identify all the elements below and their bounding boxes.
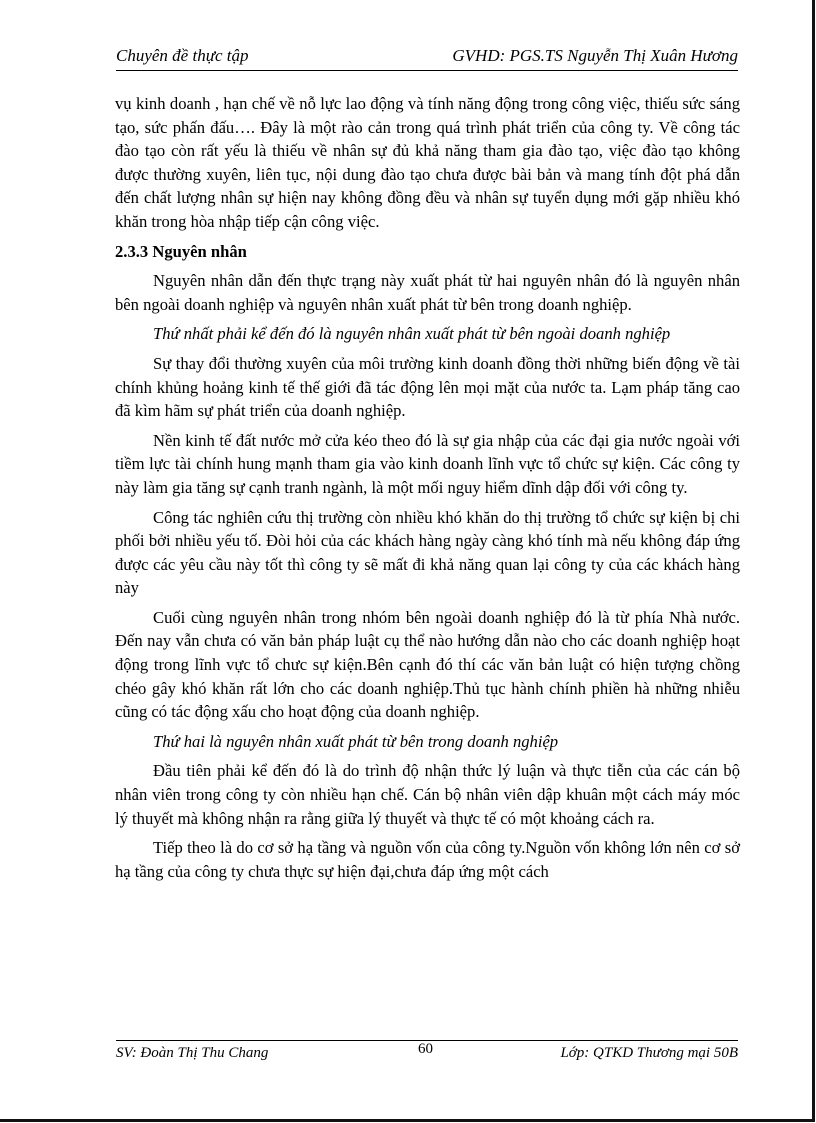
paragraph-intro: Nguyên nhân dẫn đến thực trạng này xuất phát từ hai nguyên nhân đó là nguyên nhân bên ngoài doanh nghiệp và nguyên nhân xuất phát từ bên trong doanh nghiệp.	[115, 271, 740, 314]
page-header	[116, 46, 738, 71]
page-number: 60	[418, 1041, 433, 1057]
paragraph-staff-knowledge: Đầu tiên phải kể đến đó là do trình độ nhận thức lý luận và thực tiễn của các cán bộ nhân viên trong công ty còn nhiều hạn chế. Cán bộ nhân viên dập khuân một cách máy móc lý thuyết mà không nhận ra rằng giữa lý thuyết và thực tế có một khoảng cách ra.	[115, 761, 740, 828]
paragraph-market-research: Công tác nghiên cứu thị trường còn nhiều khó khăn do thị trường tổ chức sự kiện bị chi phối bởi nhiều yếu tố. Đòi hỏi của các khách hàng ngày càng khó tính mà nếu không đáp ứng được các yêu cầu này tốt thì công ty sẽ mất đi khả năng quan lại công ty của các khách hàng này	[115, 507, 740, 598]
paragraph-foreign-competition: Nền kinh tế đất nước mở cửa kéo theo đó là sự gia nhập của các đại gia nước ngoài với tiềm lực tài chính hung mạnh tham gia vào kinh doanh lĩnh vực tổ chức sự kiện. Các công ty này làm gia tăng sự cạnh tranh ngành, là một mối nguy hiểm dĩnh dập đối với công ty.	[115, 430, 740, 497]
paragraph-infrastructure: Tiếp theo là do cơ sở hạ tầng và nguồn vốn của công ty.Nguồn vốn không lớn nên cơ sở hạ tầng của công ty chưa thực sự hiện đại,chưa đáp ứng một cách	[115, 838, 740, 881]
page-body	[115, 92, 740, 889]
footer-class: Lớp: QTKD Thương mại 50B	[560, 1045, 738, 1061]
header-supervisor: GVHD: PGS.TS Nguyễn Thị Xuân Hương	[452, 46, 738, 65]
footer-student: SV: Đoàn Thị Thu Chang	[116, 1045, 269, 1061]
paragraph-environment: Sự thay đổi thường xuyên của môi trường kinh doanh đồng thời những biến động về tài chính khủng hoảng kinh tế thế giới đã tác động lên mọi mặt của nước ta. Lạm pháp tăng cao đã kìm hãm sự phát triển của doanh nghiệp.	[115, 353, 740, 421]
header-document-title: Chuyên đề thực tập	[116, 46, 249, 65]
paragraph-continuation: vụ kinh doanh , hạn chế về nỗ lực lao động và tính năng động trong công việc, thiếu sức sáng tạo, sức phấn đấu…. Đây là một rào cản trong quá trình phát triển của công ty. Về công tác đào tạo còn rất yếu là thiếu về nhân sự đủ khả năng tham gia đào tạo, việc đào tạo không được thường xuyên, liên tục, nội dung đào tạo chưa được bài bản và mang tính đột phá dẫn đến chất lượng nhân sự hiện nay không đồng đều và nhân sự tuyển dụng mới gặp nhiều khó khăn trong hòa nhập tiếp cận công việc.	[115, 94, 740, 231]
section-heading: 2.3.3 Nguyên nhân	[115, 241, 247, 261]
page-footer	[116, 1040, 738, 1065]
paragraph-state-regulation: Cuối cùng nguyên nhân trong nhóm bên ngoài doanh nghiệp đó là từ phía Nhà nước. Đến nay vẫn chưa có văn bản pháp luật cụ thể nào hướng dẫn nào cho các doanh nghiệp hoạt động trong lĩnh vực tổ chưc sự kiện.Bên cạnh đó thí các văn bản luật có hiện tượng chồng chéo gây khó khăn rất lớn cho các doanh nghiệp.Thủ tục hành chính phiền hà những nhiễu cũng có tác động xấu cho hoạt động của doanh nghiệp.	[115, 607, 740, 722]
subheading-internal-causes: Thứ hai là nguyên nhân xuất phát từ bên trong doanh nghiệp	[153, 731, 559, 751]
subheading-external-causes: Thứ nhất phải kể đến đó là nguyên nhân xuất phát từ bên ngoài doanh nghiệp	[153, 324, 671, 344]
